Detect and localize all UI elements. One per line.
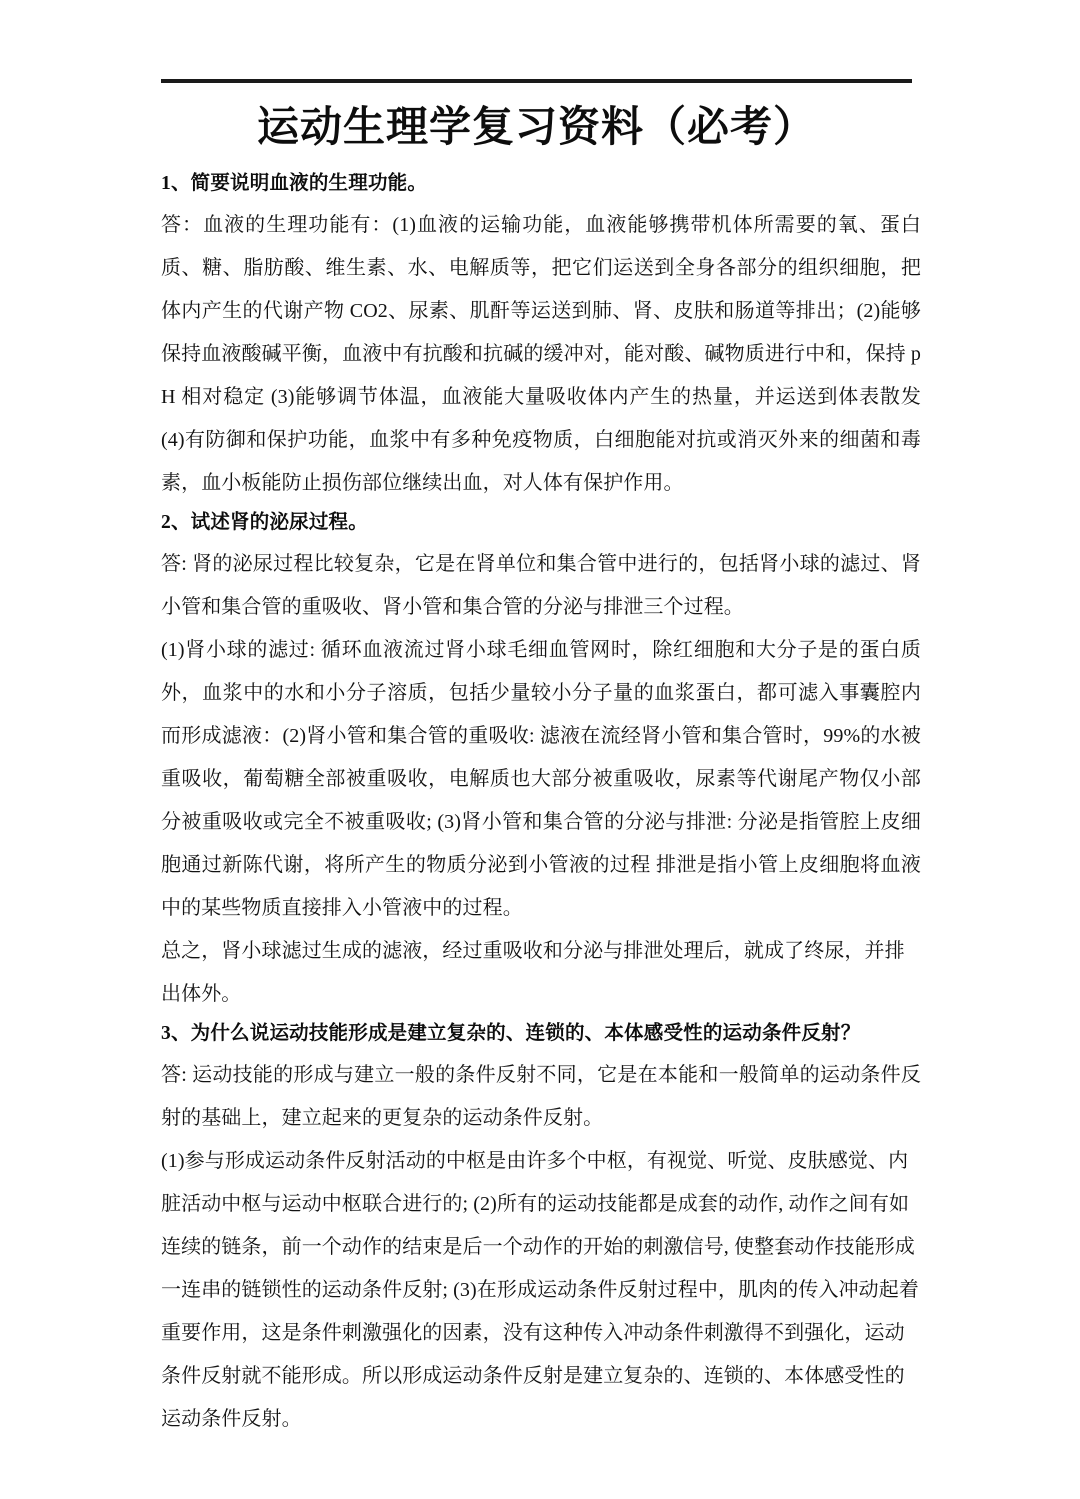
answer-paragraph-2-3: 总之，肾小球滤过生成的滤液，经过重吸收和分泌与排泄处理后，就成了终尿，并排出体外。 — [161, 940, 905, 1005]
answer-paragraph-2-2: (1)肾小球的滤过: 循环血液流过肾小球毛细血管网时，除红细胞和大分子是的蛋白质外，血浆中的水和小分子溶质，包括少量较小分子量的血浆蛋白，都可滤入事囊腔内而形成滤液：(2)肾小管和集合管的重吸收: 滤液在流经肾小管和集合管时，99%的水被重吸收，葡萄糖全部被重吸收，电解质也大部分被重吸收，尿素等代谢尾产物仅小部分被重吸收或完全不被重吸收; (3)肾小管和集合管的分泌与排泄: 分泌是指管腔上皮细胞通过新陈代谢，将所产生的物质分泌到小管液的过程 排泄是指小管上皮细胞将血液中的某些物质直接排入小管液中的过程。 — [161, 639, 921, 919]
page-title: 运动生理学复习资料（必考） — [256, 105, 816, 151]
header-horizontal-rule — [161, 79, 912, 83]
section-q1 — [161, 166, 921, 505]
section-q2 — [161, 505, 921, 1016]
question-heading-3: 3、为什么说运动技能形成是建立复杂的、连锁的、本体感受性的运动条件反射？ — [161, 1023, 861, 1044]
document-content — [161, 96, 921, 1441]
section-q3 — [161, 1016, 921, 1441]
answer-paragraph-1-1: 答：血液的生理功能有：(1)血液的运输功能，血液能够携带机体所需要的氧、蛋白质、糖、脂肪酸、维生素、水、电解质等，把它们运送到全身各部分的组织细胞，把体内产生的代谢产物 CO2、尿素、肌酐等运送到肺、肾、皮肤和肠道等排出；(2)能够保持血液酸碱平衡，血液中有抗酸和抗碱的缓冲对，能对酸、碱物质进行中和，保持 pH 相对稳定 (3)能够调节体温，血液能大量吸收体内产生的热量，并运送到体表散发 (4)有防御和保护功能，血浆中有多种免疫物质，白细胞能对抗或消灭外来的细菌和毒素，血小板能防止损伤部位继续出血，对人体有保护作用。 — [161, 214, 921, 494]
answer-paragraph-2-1: 答: 肾的泌尿过程比较复杂，它是在肾单位和集合管中进行的，包括肾小球的滤过、肾小管和集合管的重吸收、肾小管和集合管的分泌与排泄三个过程。 — [161, 553, 921, 618]
question-heading-1: 1、简要说明血液的生理功能。 — [161, 173, 428, 194]
question-heading-2: 2、试述肾的泌尿过程。 — [161, 512, 368, 533]
answer-paragraph-3-2: (1)参与形成运动条件反射活动的中枢是由许多个中枢，有视觉、听觉、皮肤感觉、内脏活动中枢与运动中枢联合进行的; (2)所有的运动技能都是成套的动作, 动作之间有如连续的链条，前一个动作的结束是后一个动作的开始的刺激信号, 使整套动作技能形成一连串的链锁性的运动条件反射; (3)在形成运动条件反射过程中，肌肉的传入冲动起着重要作用，这是条件刺激强化的因素，没有这种传入冲动条件刺激得不到强化，运动条件反射就不能形成。所以形成运动条件反射是建立复杂的、连锁的、本体感受性的运动条件反射。 — [161, 1150, 919, 1430]
answer-paragraph-3-1: 答: 运动技能的形成与建立一般的条件反射不同，它是在本能和一般简单的运动条件反射的基础上，建立起来的更复杂的运动条件反射。 — [161, 1064, 921, 1129]
